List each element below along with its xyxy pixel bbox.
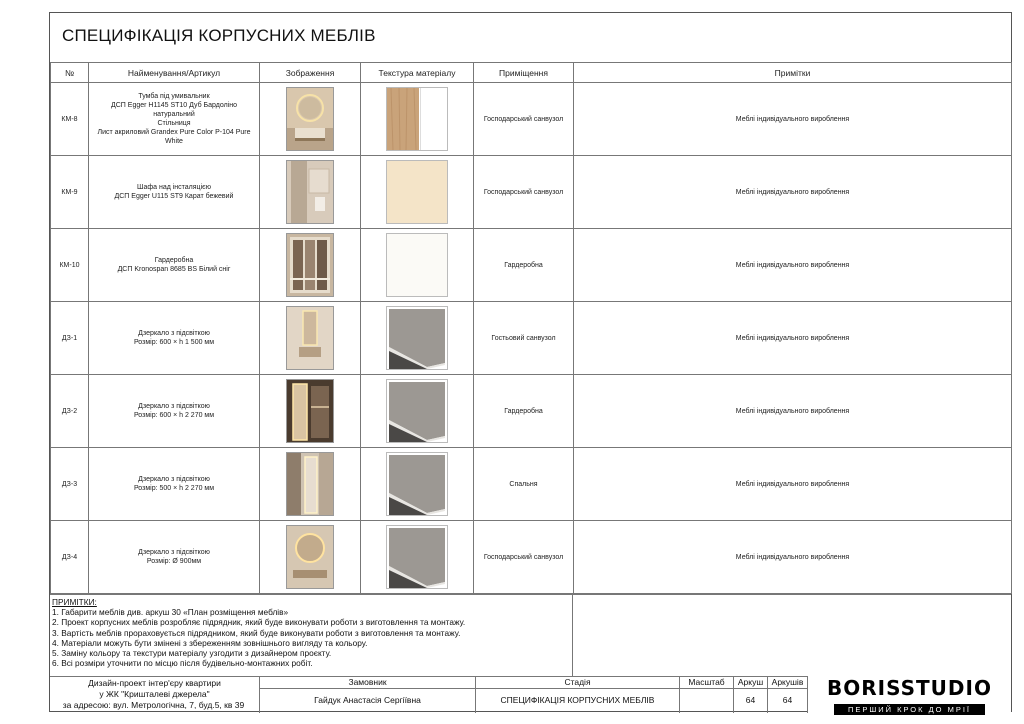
header-texture: Текстура матеріалу — [361, 63, 474, 83]
name-line: Тумба під умивальник — [138, 93, 210, 100]
row-room: Гардеробна — [474, 375, 574, 448]
scale-value — [680, 689, 734, 713]
name-line: ДСП Kronospan 8685 BS Білий сніг — [117, 266, 231, 273]
row-note: Меблі індивідуального вироблення — [574, 83, 1012, 156]
row-name — [89, 229, 260, 302]
specification-table — [50, 62, 1012, 594]
row-room: Господарський санвузол — [474, 156, 574, 229]
name-line: Розмір: 500 × h 2 270 мм — [133, 485, 215, 492]
notes-section — [50, 594, 1011, 677]
mirror-glass-texture — [386, 306, 448, 370]
row-number: КМ-9 — [51, 156, 89, 229]
table-row — [51, 521, 1012, 594]
row-texture — [361, 229, 474, 302]
row-number: ДЗ-4 — [51, 521, 89, 594]
project-line: Дизайн-проект інтер'єру квартири — [88, 678, 221, 688]
name-line: Дзеркало з підсвіткою — [138, 549, 210, 556]
row-image — [260, 302, 361, 375]
logo-tagline: ПЕРШИЙ КРОК ДО МРІЇ — [834, 704, 985, 715]
wall-cabinet-photo — [286, 160, 334, 224]
sheets-label: Аркушів — [768, 677, 808, 689]
title-block — [50, 13, 1011, 63]
white-texture — [386, 233, 448, 297]
name-line: натуральний — [153, 111, 195, 118]
table-row — [51, 156, 1012, 229]
note-item: 4. Матеріали можуть бути змінені з збереженням зовнішнього вигляду та кольору. — [52, 637, 368, 648]
row-texture — [361, 521, 474, 594]
note-item: 3. Вартість меблів прораховується підрядником, який буде виконувати роботи з виготовлення та монтажу. — [52, 627, 461, 638]
table-row — [51, 448, 1012, 521]
row-image — [260, 229, 361, 302]
note-item: 5. Заміну кольору та текстури матеріалу узгодити з дизайнером проєкту. — [52, 648, 332, 659]
row-texture — [361, 302, 474, 375]
round-mirror-photo — [286, 525, 334, 589]
header-room: Приміщення — [474, 63, 574, 83]
row-texture — [361, 156, 474, 229]
project-info — [50, 677, 260, 713]
client-name: Гайдук Анастасія Сергіївна — [260, 689, 476, 713]
logo-wordmark: BORISSTUDIO — [827, 676, 992, 700]
row-image — [260, 521, 361, 594]
row-texture — [361, 83, 474, 156]
lit-mirror-photo — [286, 306, 334, 370]
row-number: ДЗ-2 — [51, 375, 89, 448]
row-number: КМ-8 — [51, 83, 89, 156]
vanity-round-mirror-photo — [286, 87, 334, 151]
notes-list — [50, 595, 573, 677]
note-item: 1. Габарити меблів див. аркуш 30 «План розміщення меблів» — [52, 607, 289, 618]
row-note: Меблі індивідуального вироблення — [574, 156, 1012, 229]
header-notes: Примітки — [574, 63, 1012, 83]
tall-mirror-photo — [286, 452, 334, 516]
row-texture — [361, 448, 474, 521]
row-name — [89, 83, 260, 156]
table-header-row — [51, 63, 1012, 83]
lit-mirror-photo — [286, 379, 334, 443]
name-line: Дзеркало з підсвіткою — [138, 403, 210, 410]
row-name — [89, 448, 260, 521]
row-image — [260, 375, 361, 448]
name-line: ДСП Egger U115 ST9 Карат бежевий — [114, 193, 234, 200]
sheet-title: СПЕЦИФІКАЦІЯ КОРПУСНИХ МЕБЛІВ — [476, 689, 680, 713]
header-number: № — [51, 63, 89, 83]
row-note: Меблі індивідуального вироблення — [574, 448, 1012, 521]
name-line: Шафа над інсталяцією — [137, 184, 211, 191]
row-number: ДЗ-1 — [51, 302, 89, 375]
row-room: Гардеробна — [474, 229, 574, 302]
name-line: Лист акриловий Grandex Pure Color P-104 Pure — [97, 129, 251, 136]
project-line: за адресою: вул. Метрологічна, 7, буд.5, кв 39 — [62, 700, 245, 710]
row-number: КМ-10 — [51, 229, 89, 302]
row-room: Господарський санвузол — [474, 83, 574, 156]
name-line: Гардеробна — [154, 257, 194, 264]
name-line: Розмір: 600 × h 1 500 мм — [133, 339, 215, 346]
name-line: Дзеркало з підсвіткою — [138, 476, 210, 483]
stage-label: Стадія — [476, 677, 680, 689]
note-item: 2. Проект корпусних меблів розробляє підрядник, який буде виконувати роботи з виготовлення та монтажу. — [52, 617, 466, 628]
row-room: Господарський санвузол — [474, 521, 574, 594]
wardrobe-photo — [286, 233, 334, 297]
row-number: ДЗ-3 — [51, 448, 89, 521]
name-line: Дзеркало з підсвіткою — [138, 330, 210, 337]
row-name — [89, 375, 260, 448]
sheet-label: Аркуш — [734, 677, 768, 689]
oak-wood-texture — [386, 87, 448, 151]
name-line: Розмір: 600 × h 2 270 мм — [133, 412, 215, 419]
row-image — [260, 83, 361, 156]
table-row — [51, 229, 1012, 302]
notes-heading: ПРИМІТКИ: — [52, 597, 97, 607]
drawing-sheet — [49, 12, 1012, 712]
table-row — [51, 83, 1012, 156]
project-line: у ЖК "Кришталеві джерела" — [99, 689, 210, 699]
name-line: Розмір: Ø 900мм — [146, 558, 202, 565]
row-name — [89, 156, 260, 229]
table-row — [51, 375, 1012, 448]
table-row — [51, 302, 1012, 375]
mirror-glass-texture — [386, 379, 448, 443]
row-room: Гостьовий санвузол — [474, 302, 574, 375]
row-name — [89, 302, 260, 375]
studio-logo — [808, 676, 1011, 712]
name-line: Стільниця — [157, 120, 191, 127]
name-line: ДСП Egger H1145 ST10 Дуб Бардоліно — [111, 102, 237, 109]
note-item: 6. Всі розміри уточнити по місцю після будівельно-монтажних робіт. — [52, 658, 313, 669]
sheet-number: 64 — [734, 689, 768, 713]
row-texture — [361, 375, 474, 448]
row-note: Меблі індивідуального вироблення — [574, 521, 1012, 594]
row-note: Меблі індивідуального вироблення — [574, 302, 1012, 375]
client-label: Замовник — [260, 677, 476, 689]
header-name: Найменування/Артикул — [89, 63, 260, 83]
row-note: Меблі індивідуального вироблення — [574, 375, 1012, 448]
page-title: СПЕЦИФІКАЦІЯ КОРПУСНИХ МЕБЛІВ — [62, 26, 376, 45]
row-image — [260, 448, 361, 521]
scale-label: Масштаб — [680, 677, 734, 689]
mirror-glass-texture — [386, 452, 448, 516]
header-image: Зображення — [260, 63, 361, 83]
row-note: Меблі індивідуального вироблення — [574, 229, 1012, 302]
row-name — [89, 521, 260, 594]
name-line: White — [165, 138, 183, 145]
row-room: Спальня — [474, 448, 574, 521]
mirror-glass-texture — [386, 525, 448, 589]
row-image — [260, 156, 361, 229]
sheets-count: 64 — [768, 689, 808, 713]
beige-texture — [386, 160, 448, 224]
